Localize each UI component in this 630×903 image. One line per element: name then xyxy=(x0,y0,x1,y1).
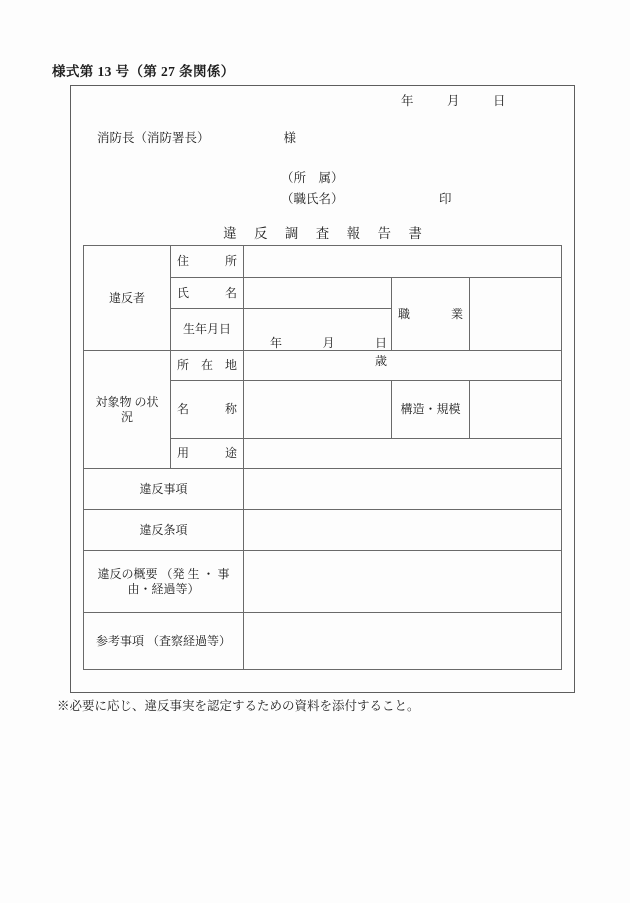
violation-summary-label-line3: 由・経過等） xyxy=(127,581,200,596)
violation-article-value[interactable] xyxy=(244,510,562,551)
sender-affiliation-label: （所 属） xyxy=(281,171,344,185)
birthdate-units-line xyxy=(270,334,387,351)
premises-name-label: 名 称 xyxy=(171,381,244,439)
sender-block xyxy=(281,168,452,210)
violator-occupation-label: 職 業 xyxy=(392,278,470,351)
table-row-remarks xyxy=(84,613,562,670)
violation-summary-value[interactable] xyxy=(244,551,562,613)
violation-summary-label xyxy=(84,551,244,613)
birthdate-day-label: 日 xyxy=(374,335,387,350)
violator-occupation-value[interactable] xyxy=(470,278,562,351)
date-line xyxy=(401,91,506,109)
addressee-recipient: 消防長（消防署長） xyxy=(97,131,210,145)
birthdate-month-label: 月 xyxy=(322,335,335,350)
premises-group-label-lines xyxy=(90,395,164,425)
table-row-violation-article xyxy=(84,510,562,551)
table-row-premises-location xyxy=(84,351,562,381)
violator-group-label: 違反者 xyxy=(84,246,171,351)
premises-usage-label: 用 途 xyxy=(171,439,244,469)
violator-address-value[interactable] xyxy=(244,246,562,278)
remarks-label-lines xyxy=(90,634,237,649)
premises-location-label: 所 在 地 xyxy=(171,351,244,381)
sender-affiliation-row xyxy=(281,168,344,189)
remarks-value[interactable] xyxy=(244,613,562,670)
violator-name-value[interactable] xyxy=(244,278,392,309)
violator-address-label: 住 所 xyxy=(171,246,244,278)
table-row-violation-summary xyxy=(84,551,562,613)
document-title: 違 反 調 査 報 告 書 xyxy=(223,226,429,241)
premises-group-label-line1: 対象物 xyxy=(95,394,132,409)
premises-name-value[interactable] xyxy=(244,381,392,439)
premises-location-value[interactable] xyxy=(244,351,562,381)
addressee-line xyxy=(97,128,296,146)
footnote-text: ※必要に応じ、違反事実を認定するための資料を添付すること。 xyxy=(57,699,420,713)
addressee-honorific: 様 xyxy=(283,131,297,145)
sender-name-row xyxy=(281,189,452,210)
remarks-label xyxy=(84,613,244,670)
table-row-violator-address xyxy=(84,246,562,278)
violation-summary-label-lines xyxy=(90,567,237,597)
violation-article-label: 違反条項 xyxy=(84,510,244,551)
date-year-label: 年 xyxy=(401,94,414,108)
premises-structure-value[interactable] xyxy=(470,381,562,439)
remarks-label-line1: 参考事項 xyxy=(95,633,144,648)
violation-report-table xyxy=(83,245,562,670)
violation-item-label: 違反事項 xyxy=(84,469,244,510)
sender-name-title-label: （職氏名） xyxy=(281,192,344,206)
violator-birthdate-label: 生年月日 xyxy=(171,309,244,351)
premises-group-label xyxy=(84,351,171,469)
birthdate-age-label: 歳 xyxy=(374,353,387,368)
form-outer-frame xyxy=(70,85,575,693)
birthdate-year-label: 年 xyxy=(270,335,283,350)
violator-name-label: 氏 名 xyxy=(171,278,244,309)
table-row-violation-item xyxy=(84,469,562,510)
date-month-label: 月 xyxy=(447,94,460,108)
remarks-label-line2: （査察経過等） xyxy=(147,633,232,648)
premises-group-label-line2: の状況 xyxy=(120,394,159,424)
violation-summary-label-line1: 違反の概要 xyxy=(97,566,158,581)
form-number-heading: 様式第 13 号（第 27 条関係） xyxy=(52,64,235,79)
premises-structure-label: 構造・規模 xyxy=(392,381,470,439)
date-day-label: 日 xyxy=(493,94,506,108)
violation-summary-label-line2: （発 生 ・ 事 xyxy=(160,566,230,581)
violator-birthdate-value[interactable] xyxy=(244,309,392,368)
seal-mark-icon: 印 xyxy=(439,192,452,206)
premises-usage-value[interactable] xyxy=(244,439,562,469)
violation-item-value[interactable] xyxy=(244,469,562,510)
